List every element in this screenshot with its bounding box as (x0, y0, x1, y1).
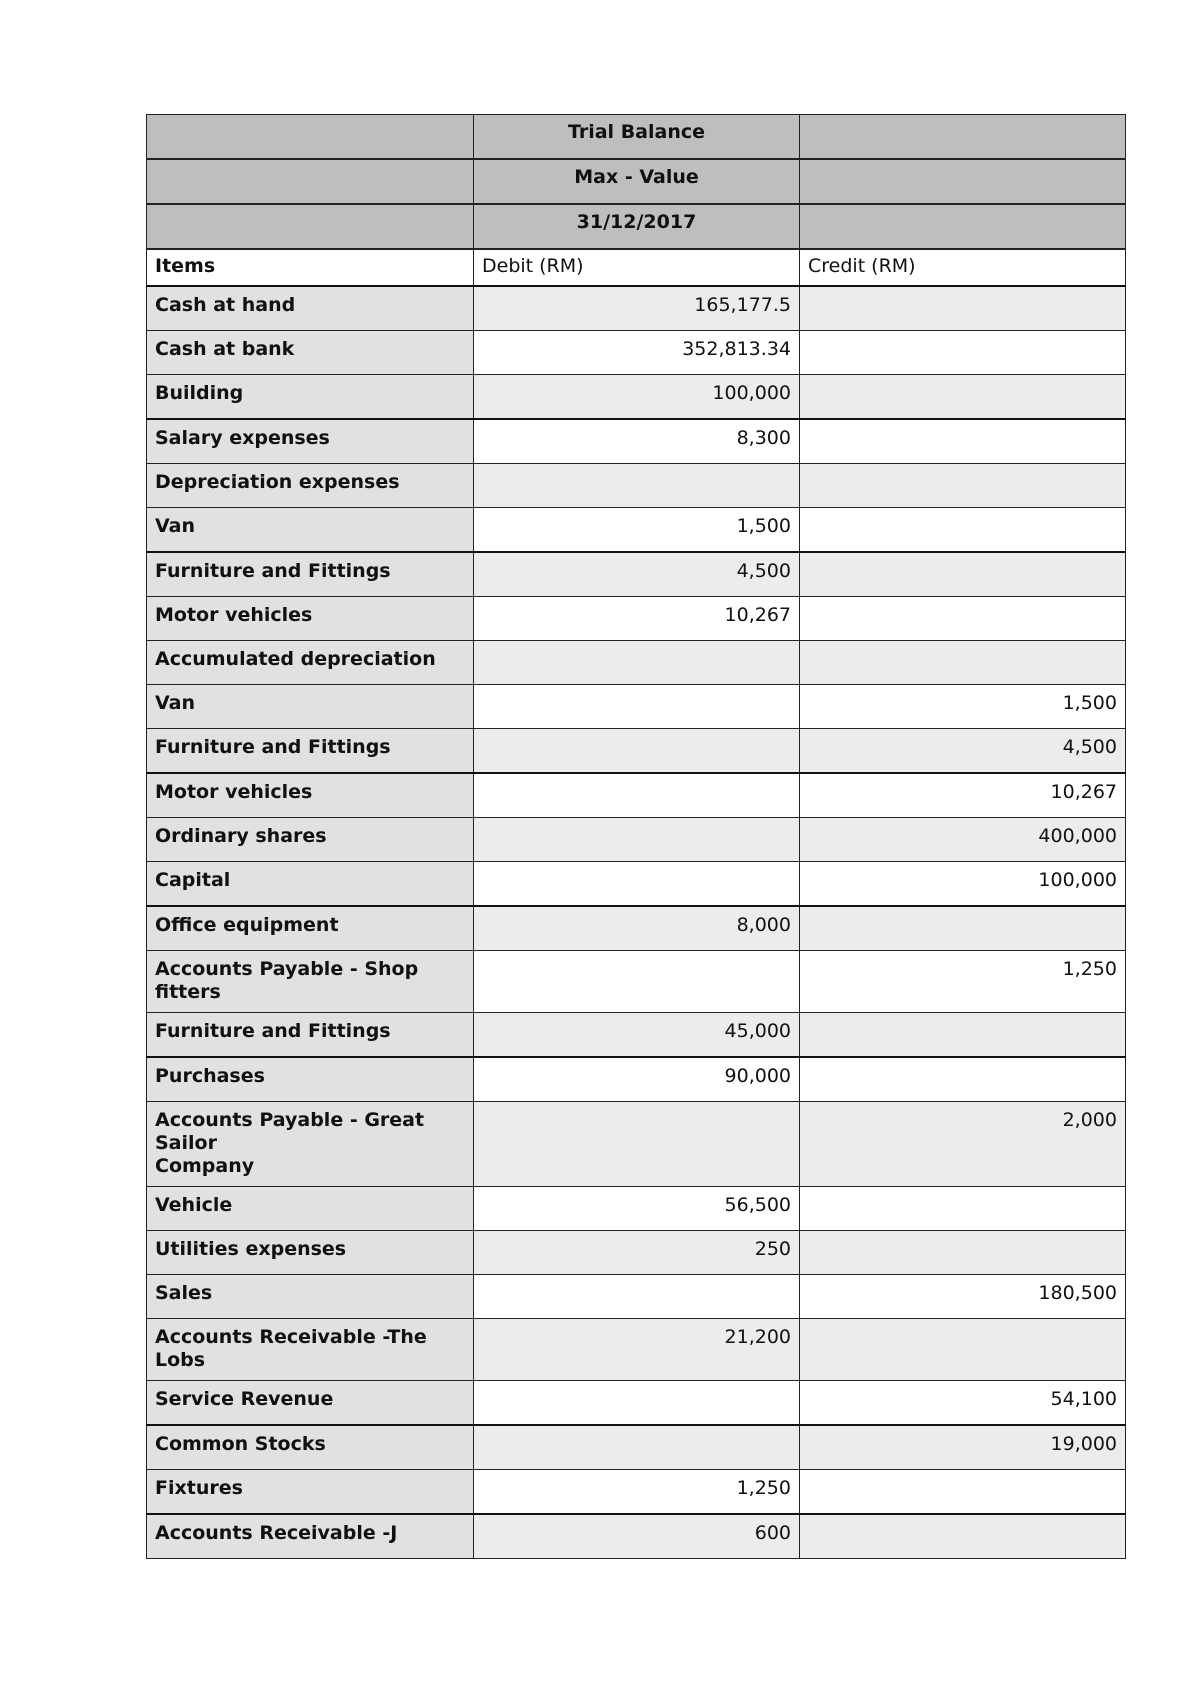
title-row-left-cell (147, 115, 474, 160)
row-credit-value (800, 1013, 1126, 1058)
row-credit-value (800, 1057, 1126, 1102)
table-row (147, 552, 1126, 597)
table-row (147, 862, 1126, 907)
row-credit-value (800, 906, 1126, 951)
table-row (147, 1013, 1126, 1058)
row-item-label: Capital (147, 862, 474, 907)
row-debit-value: 45,000 (474, 1013, 800, 1058)
row-debit-value: 1,250 (474, 1470, 800, 1515)
row-item-label: Van (147, 508, 474, 553)
credit-column-header: Credit (RM) (800, 249, 1126, 286)
row-item-label: Motor vehicles (147, 597, 474, 641)
row-credit-value (800, 552, 1126, 597)
company-row-right-cell (800, 159, 1126, 204)
row-debit-value: 10,267 (474, 597, 800, 641)
row-credit-value: 400,000 (800, 818, 1126, 862)
date-row-right-cell (800, 204, 1126, 249)
row-item-label: Sales (147, 1275, 474, 1319)
row-debit-value (474, 464, 800, 508)
table-row (147, 1187, 1126, 1231)
row-credit-value: 10,267 (800, 773, 1126, 818)
row-debit-value: 352,813.34 (474, 331, 800, 375)
row-item-label: Furniture and Fittings (147, 552, 474, 597)
row-item-label: Accounts Payable - Shop fitters (147, 951, 474, 1013)
table-row (147, 508, 1126, 553)
row-credit-value: 54,100 (800, 1381, 1126, 1426)
row-credit-value: 4,500 (800, 729, 1126, 774)
row-credit-value (800, 1470, 1126, 1515)
row-item-label: Van (147, 685, 474, 729)
table-row (147, 1470, 1126, 1515)
title-row (147, 115, 1126, 160)
row-credit-value (800, 1231, 1126, 1275)
row-item-label: Office equipment (147, 906, 474, 951)
company-row (147, 159, 1126, 204)
row-item-label: Utilities expenses (147, 1231, 474, 1275)
row-credit-value (800, 1319, 1126, 1381)
table-row (147, 375, 1126, 420)
row-credit-value (800, 375, 1126, 420)
company-name: Max - Value (474, 159, 800, 204)
row-credit-value (800, 1514, 1126, 1559)
row-credit-value: 1,250 (800, 951, 1126, 1013)
row-credit-value (800, 464, 1126, 508)
row-debit-value (474, 862, 800, 907)
table-row (147, 597, 1126, 641)
row-credit-value: 100,000 (800, 862, 1126, 907)
row-credit-value (800, 331, 1126, 375)
row-item-label: Depreciation expenses (147, 464, 474, 508)
row-item-label: Accounts Payable - Great Sailor Company (147, 1102, 474, 1187)
row-debit-value (474, 773, 800, 818)
row-credit-value (800, 508, 1126, 553)
row-debit-value (474, 641, 800, 685)
table-row (147, 906, 1126, 951)
date-row-left-cell (147, 204, 474, 249)
table-row (147, 1381, 1126, 1426)
company-row-left-cell (147, 159, 474, 204)
debit-column-header: Debit (RM) (474, 249, 800, 286)
row-debit-value: 100,000 (474, 375, 800, 420)
items-column-header: Items (147, 249, 474, 286)
row-debit-value: 600 (474, 1514, 800, 1559)
table-row (147, 464, 1126, 508)
row-item-label: Common Stocks (147, 1425, 474, 1470)
table-row (147, 1319, 1126, 1381)
row-credit-value: 180,500 (800, 1275, 1126, 1319)
row-item-label: Vehicle (147, 1187, 474, 1231)
row-item-label: Service Revenue (147, 1381, 474, 1426)
row-credit-value (800, 597, 1126, 641)
date-row (147, 204, 1126, 249)
row-item-label: Salary expenses (147, 419, 474, 464)
report-title: Trial Balance (474, 115, 800, 160)
row-item-label: Accounts Receivable -The Lobs (147, 1319, 474, 1381)
row-debit-value (474, 1102, 800, 1187)
row-credit-value (800, 641, 1126, 685)
table-row (147, 331, 1126, 375)
row-item-label: Furniture and Fittings (147, 729, 474, 774)
table-row (147, 1057, 1126, 1102)
row-item-label: Building (147, 375, 474, 420)
table-row (147, 818, 1126, 862)
table-row (147, 641, 1126, 685)
trial-balance-table (146, 114, 1126, 1559)
row-credit-value: 2,000 (800, 1102, 1126, 1187)
row-item-label: Accumulated depreciation (147, 641, 474, 685)
row-credit-value (800, 1187, 1126, 1231)
row-debit-value: 250 (474, 1231, 800, 1275)
row-credit-value: 1,500 (800, 685, 1126, 729)
row-debit-value: 1,500 (474, 508, 800, 553)
row-debit-value: 8,300 (474, 419, 800, 464)
row-debit-value (474, 951, 800, 1013)
table-row (147, 1231, 1126, 1275)
row-item-label: Cash at bank (147, 331, 474, 375)
table-row (147, 1275, 1126, 1319)
row-debit-value (474, 1425, 800, 1470)
row-debit-value (474, 1381, 800, 1426)
title-row-right-cell (800, 115, 1126, 160)
row-item-label: Ordinary shares (147, 818, 474, 862)
row-debit-value (474, 818, 800, 862)
table-row (147, 951, 1126, 1013)
row-credit-value: 19,000 (800, 1425, 1126, 1470)
row-debit-value: 90,000 (474, 1057, 800, 1102)
trial-balance-sheet (146, 114, 1125, 1559)
row-credit-value (800, 286, 1126, 331)
table-row (147, 1425, 1126, 1470)
row-debit-value: 8,000 (474, 906, 800, 951)
row-item-label: Accounts Receivable -J (147, 1514, 474, 1559)
row-debit-value: 56,500 (474, 1187, 800, 1231)
row-debit-value: 165,177.5 (474, 286, 800, 331)
row-debit-value (474, 729, 800, 774)
table-row (147, 1514, 1126, 1559)
table-row (147, 685, 1126, 729)
column-header-row (147, 249, 1126, 286)
table-row (147, 419, 1126, 464)
row-item-label: Motor vehicles (147, 773, 474, 818)
row-item-label: Furniture and Fittings (147, 1013, 474, 1058)
row-item-label: Cash at hand (147, 286, 474, 331)
table-row (147, 729, 1126, 774)
row-debit-value (474, 685, 800, 729)
table-row (147, 1102, 1126, 1187)
table-row (147, 773, 1126, 818)
row-debit-value (474, 1275, 800, 1319)
report-date: 31/12/2017 (474, 204, 800, 249)
row-debit-value: 21,200 (474, 1319, 800, 1381)
row-debit-value: 4,500 (474, 552, 800, 597)
row-item-label: Purchases (147, 1057, 474, 1102)
table-row (147, 286, 1126, 331)
row-item-label: Fixtures (147, 1470, 474, 1515)
row-credit-value (800, 419, 1126, 464)
